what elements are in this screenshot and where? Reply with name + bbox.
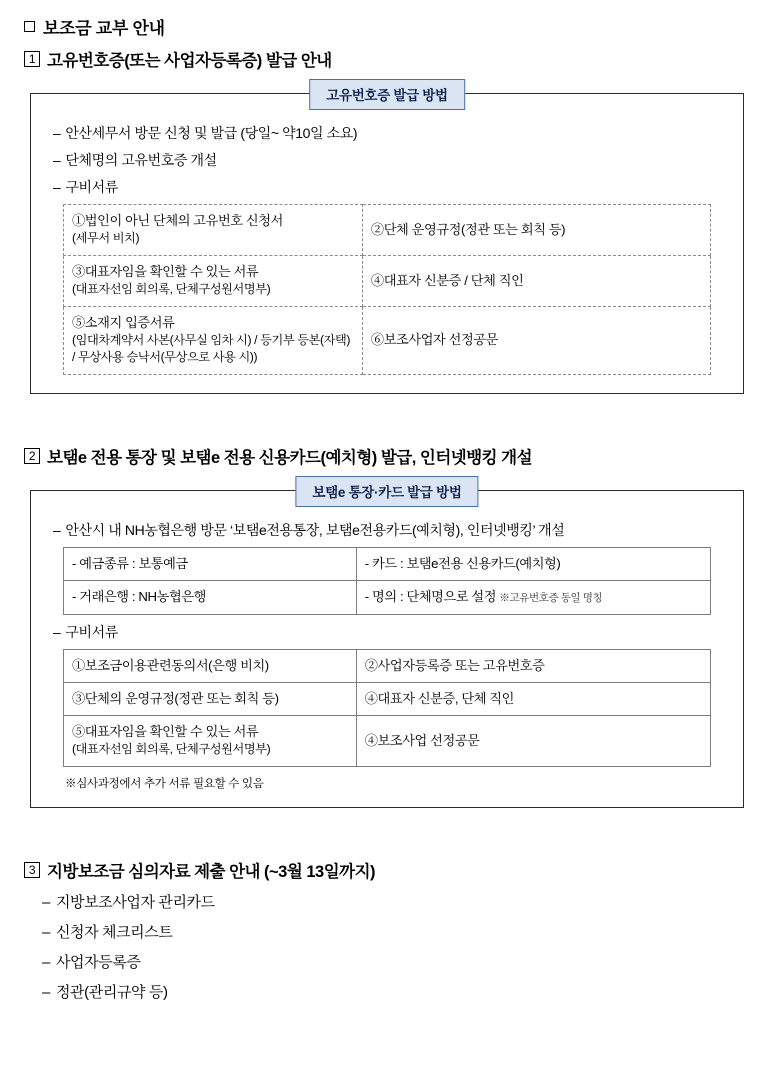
section-2-docs-label xyxy=(53,622,727,642)
dash-marker: – xyxy=(42,923,50,941)
section-2-docs-label-text: 구비서류 xyxy=(65,623,118,640)
square-bullet-icon xyxy=(24,21,35,32)
table-cell-right xyxy=(356,715,710,766)
section-1-documents-table xyxy=(63,204,711,375)
dash-marker: – xyxy=(53,125,61,141)
cell-main-text: ②사업자등록증 또는 고유번호증 xyxy=(364,657,545,673)
cell-sub-text: (대표자선임 회의록, 단체구성원서명부) xyxy=(72,741,271,756)
cell-main-text: - 명의 : 단체명으로 설정 xyxy=(364,589,497,605)
list-item-label: 지방보조사업자 관리카드 xyxy=(55,893,215,911)
section-2-lead-text: 안산시 내 NH농협은행 방문 ‘보탬e전용통장, 보탬e전용카드(예치형), 인터넷뱅킹’ 개설 xyxy=(65,522,565,539)
section-2-heading-text: 보탬e 전용 통장 및 보탬e 전용 신용카드(예치형) 발급, 인터넷뱅킹 개설 xyxy=(47,449,533,468)
section-1-line-1 xyxy=(53,123,727,143)
dash-marker: – xyxy=(53,522,61,539)
section-1-line-3 xyxy=(53,177,727,197)
dash-marker: – xyxy=(53,623,61,640)
cell-main-text: ②단체 운영규정(정관 또는 회칙 등) xyxy=(370,221,566,237)
section-2-note: ※심사과정에서 추가 서류 필요할 수 있음 xyxy=(65,777,264,790)
cell-main-text: ③대표자임을 확인할 수 있는 서류 xyxy=(72,263,259,279)
table-row xyxy=(64,682,711,715)
cell-sub-text: (대표자선임 회의록, 단체구성원서명부) xyxy=(72,281,271,296)
table-cell-left xyxy=(64,581,357,614)
list-item xyxy=(42,921,752,942)
cell-main-text: ⑤소재지 입증서류 xyxy=(72,314,175,330)
cell-main-text: ④보조사업 선정공문 xyxy=(364,732,480,748)
cell-note-text: ※고유번호증 동일 명칭 xyxy=(499,592,603,605)
section-1-block xyxy=(30,88,744,394)
table-row xyxy=(64,649,711,682)
table-cell-left xyxy=(64,715,357,766)
table-row xyxy=(64,255,711,306)
cell-main-text: ④대표자 신분증, 단체 직인 xyxy=(364,690,514,706)
table-cell-left xyxy=(64,682,357,715)
table-cell-right xyxy=(362,255,710,306)
cell-sub-text: (임대차계약서 사본(사무실 임차 시) / 등기부 등본(자택) / 무상사용 승낙서(무상으로 사용 시)) xyxy=(72,332,351,365)
section-2-block xyxy=(30,485,744,807)
cell-main-text: ③단체의 운영규정(정관 또는 회칙 등) xyxy=(72,690,279,706)
dash-marker: – xyxy=(53,179,61,195)
table-cell-right xyxy=(362,306,710,375)
section-2-heading xyxy=(24,444,752,468)
section-2-tag: 보탬e 통장·카드 발급 방법 xyxy=(295,476,478,507)
table-cell-left xyxy=(64,548,357,581)
table-row xyxy=(64,581,711,614)
section-3-heading xyxy=(24,858,752,882)
cell-main-text: - 예금종류 : 보통예금 xyxy=(72,556,188,572)
cell-main-text: ⑤대표자임을 확인할 수 있는 서류 xyxy=(72,723,259,739)
dash-marker: – xyxy=(53,152,61,168)
table-cell-right xyxy=(356,649,710,682)
page-title xyxy=(24,14,752,39)
section-2-lead xyxy=(53,520,727,540)
table-row xyxy=(64,715,711,766)
section-3-list xyxy=(36,891,752,1002)
list-item xyxy=(42,981,752,1002)
table-cell-left xyxy=(64,649,357,682)
list-item-label: 신청자 체크리스트 xyxy=(55,923,173,941)
section-2-number: 2 xyxy=(24,448,40,464)
table-cell-right xyxy=(356,581,710,614)
section-1-heading-text: 고유번호증(또는 사업자등록증) 발급 안내 xyxy=(47,52,332,70)
section-1-line-3-text: 구비서류 xyxy=(65,179,118,195)
table-row xyxy=(64,306,711,375)
section-3-number: 3 xyxy=(24,862,40,878)
section-1-line-1-text: 안산세무서 방문 신청 및 발급 (당일~ 약10일 소요) xyxy=(65,125,358,141)
dash-marker: – xyxy=(42,893,50,911)
table-row xyxy=(64,205,711,256)
cell-main-text: - 카드 : 보탬e전용 신용카드(예치형) xyxy=(364,556,561,572)
table-cell-right xyxy=(356,682,710,715)
cell-main-text: ①법인이 아닌 단체의 고유번호 신청서 xyxy=(72,213,283,228)
list-item-label: 정관(관리규약 등) xyxy=(55,983,168,1001)
cell-main-text: ④대표자 신분증 / 단체 직인 xyxy=(370,272,524,288)
section-1-tag: 고유번호증 발급 방법 xyxy=(309,79,465,110)
section-3-heading-text: 지방보조금 심의자료 제출 안내 (~3월 13일까지) xyxy=(47,862,376,881)
section-1-number: 1 xyxy=(24,51,40,67)
table-cell-left xyxy=(64,205,363,256)
table-row xyxy=(64,548,711,581)
section-2-account-table xyxy=(63,547,711,614)
table-cell-left xyxy=(64,255,363,306)
section-1-line-2-text: 단체명의 고유번호증 개설 xyxy=(65,152,217,168)
cell-main-text: ⑥보조사업자 선정공문 xyxy=(370,332,499,348)
table-cell-right xyxy=(356,548,710,581)
dash-marker: – xyxy=(42,953,50,971)
section-1-line-2 xyxy=(53,150,727,170)
cell-main-text: - 거래은행 : NH농협은행 xyxy=(72,589,207,605)
page-title-text: 보조금 교부 안내 xyxy=(43,19,165,38)
list-item-label: 사업자등록증 xyxy=(55,953,141,971)
section-1-heading xyxy=(24,47,752,71)
table-cell-left xyxy=(64,306,363,375)
section-2-documents-table xyxy=(63,649,711,767)
cell-main-text: ①보조금이용관련동의서(은행 비치) xyxy=(72,657,269,673)
list-item xyxy=(42,891,752,912)
list-item xyxy=(42,951,752,972)
section-spacer xyxy=(22,816,752,850)
dash-marker: – xyxy=(42,983,50,1001)
table-cell-right xyxy=(362,205,710,256)
section-spacer xyxy=(22,402,752,436)
cell-sub-text: (세무서 비치) xyxy=(72,231,140,246)
